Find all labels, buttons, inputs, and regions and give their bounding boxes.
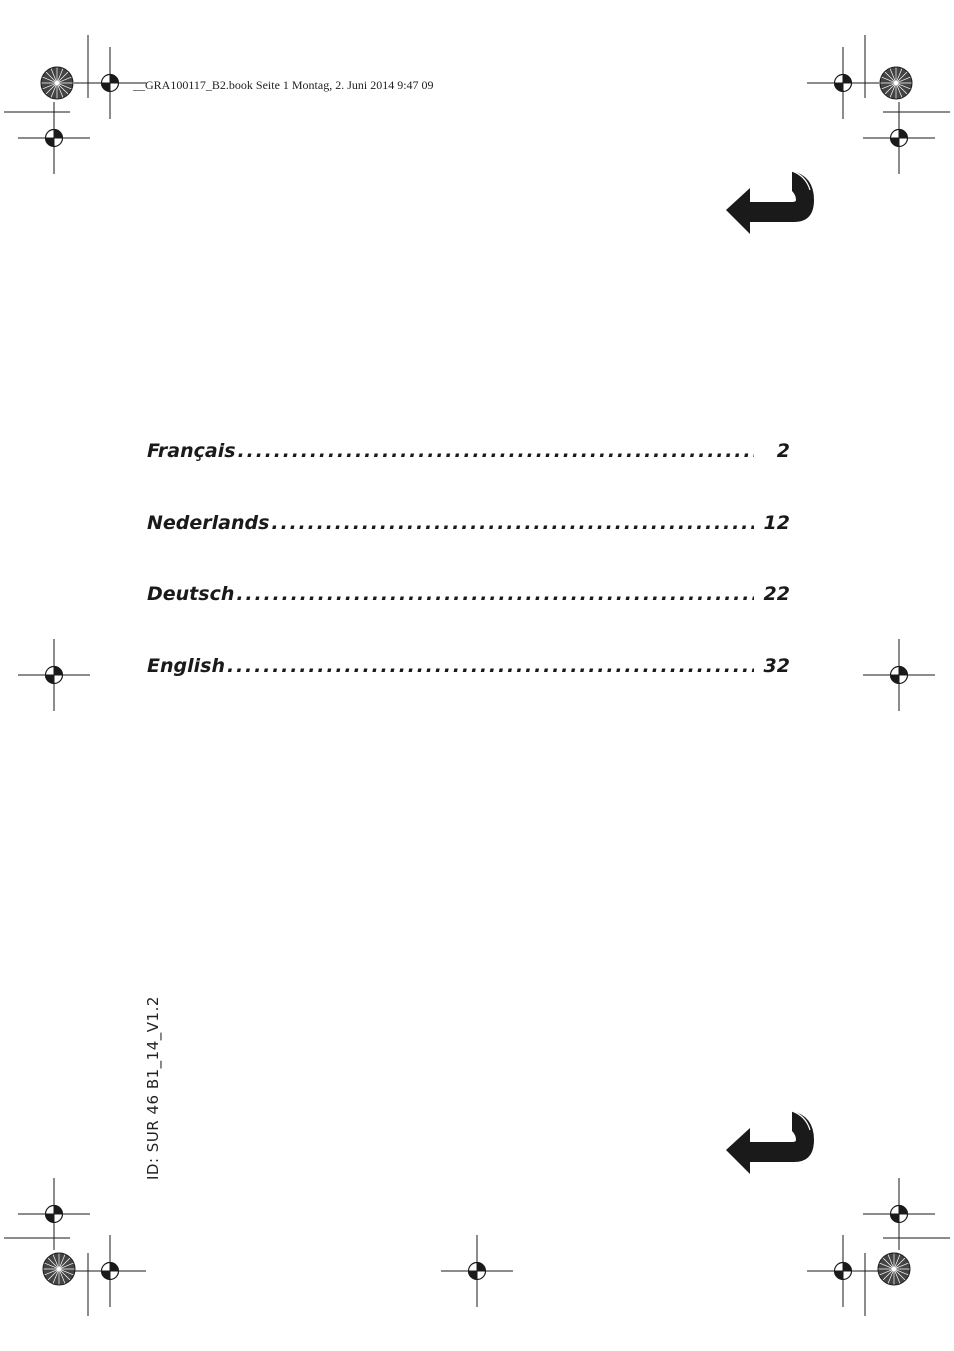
- starburst-target-icon: [878, 1253, 910, 1285]
- book-file-header: __GRA100117_B2.book Seite 1 Montag, 2. Juni 2014 9:47 09: [133, 78, 434, 92]
- page-turn-arrow-icon: [724, 1108, 816, 1178]
- toc-dot-leader: [238, 440, 754, 462]
- toc-dot-leader: [271, 512, 754, 534]
- crosshair-registration-icon: [863, 639, 935, 711]
- toc-entry-page: 32: [763, 654, 790, 677]
- crosshair-registration-icon: [18, 639, 90, 711]
- toc-entry-title: Deutsch: [147, 583, 235, 605]
- toc-entry-nederlands[interactable]: [147, 512, 790, 584]
- toc-dot-leader: [236, 583, 754, 605]
- toc-entry-title: English: [147, 654, 225, 677]
- toc-entry-page: 12: [763, 511, 790, 534]
- crosshair-registration-icon: [18, 102, 90, 174]
- page-turn-arrow-icon: [724, 168, 816, 238]
- toc-entry-page: 2: [776, 440, 790, 462]
- crosshair-registration-icon: [18, 1178, 90, 1250]
- toc-entry-page: 22: [763, 583, 790, 605]
- table-of-contents: [147, 440, 790, 726]
- crosshair-registration-icon: [807, 47, 879, 119]
- starburst-target-icon: [41, 67, 73, 99]
- starburst-target-icon: [43, 1253, 75, 1285]
- toc-entry-title: Français: [147, 440, 236, 462]
- starburst-target-icon: [880, 67, 912, 99]
- document-id-label: ID: SUR 46 B1_14_V1.2: [144, 996, 162, 1180]
- crosshair-registration-icon: [74, 1235, 146, 1307]
- toc-entry-francais[interactable]: [147, 440, 790, 512]
- crosshair-registration-icon: [807, 1235, 879, 1307]
- toc-dot-leader: [227, 655, 754, 677]
- crosshair-registration-icon: [863, 1178, 935, 1250]
- crosshair-registration-icon: [441, 1235, 513, 1307]
- toc-entry-english[interactable]: [147, 655, 790, 727]
- toc-entry-deutsch[interactable]: [147, 583, 790, 655]
- toc-entry-title: Nederlands: [147, 511, 270, 534]
- crosshair-registration-icon: [863, 102, 935, 174]
